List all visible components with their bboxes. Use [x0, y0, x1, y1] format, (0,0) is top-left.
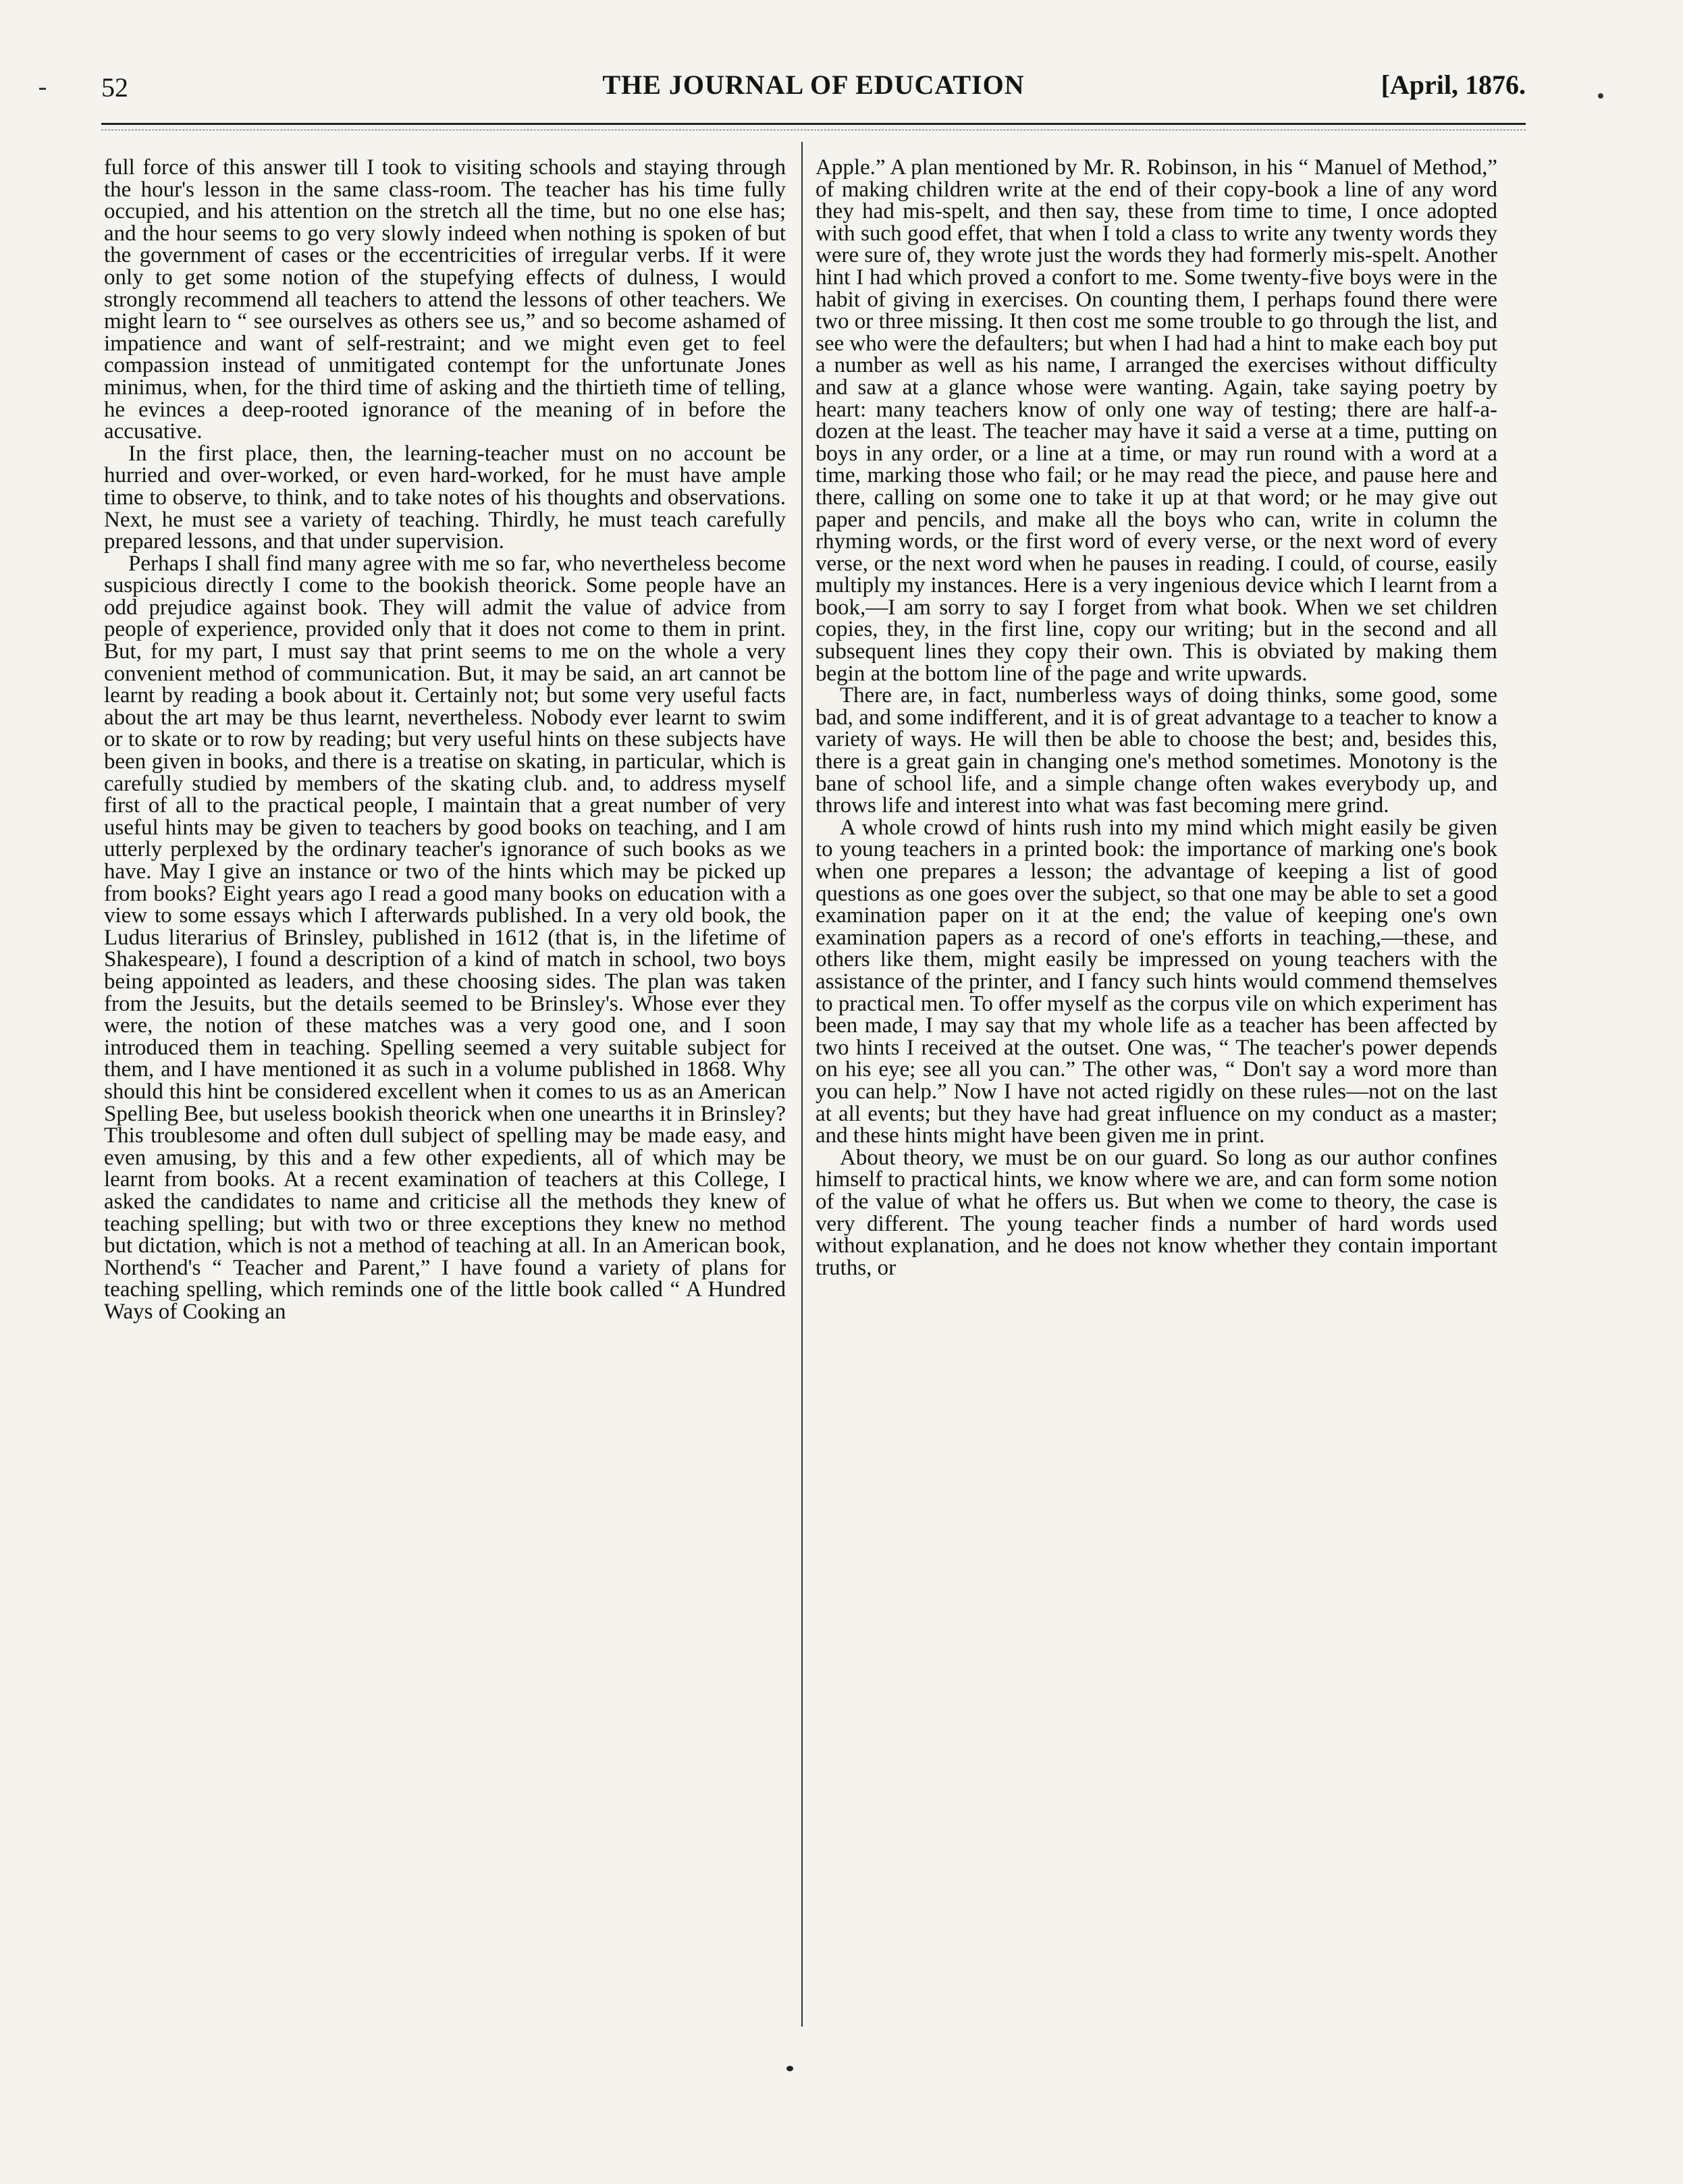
right-column — [816, 157, 1497, 2020]
journal-title: THE JOURNAL OF EDUCATION — [602, 70, 1025, 100]
paragraph: Perhaps I shall find many agree with me so far, who nevertheless become suspicious directly I come to the bookish theorick. Some people have an odd prejudice against book. They will admit the value of advice from people of experience, provided only that it does not come to them in print. But, for my part, I must say that print seems to me on the whole a very convenient method of communication. But, it may be said, an art cannot be learnt by reading a book about it. Certainly not; but some very useful facts about the art may be thus learnt, nevertheless. Nobody ever learnt to swim or to skate or to row by reading; but very useful hints on these subjects have been given in books, and there is a treatise on skating, in particular, which is carefully studied by members of the skating club. and, to address myself first of all to the practical people, I maintain that a great number of very useful hints may be given to teachers by good books on teaching, and I am utterly perplexed by the ordinary teacher's ignorance of such books as we have. May I give an instance or two of the hints which may be picked up from books? Eight years ago I read a good many books on education with a view to some essays which I afterwards published. In a very old book, the Ludus literarius of Brinsley, published in 1612 (that is, in the lifetime of Shakespeare), I found a description of a kind of match in school, two boys being appointed as leaders, and these choosing sides. The plan was taken from the Jesuits, but the details seemed to be Brinsley's. Whose ever they were, the notion of these matches was a very good one, and I soon introduced them in teaching. Spelling seemed a very suitable subject for them, and I have mentioned it as such in a volume published in 1868. Why should this hint be considered excellent when it comes to us as an American Spelling Bee, but useless bookish theorick when one unearths it in Brinsley? This troublesome and often dull subject of spelling may be made easy, and even amusing, by this and a few other expedients, all of which may be learnt from books. At a recent examination of teachers at this College, I asked the candidates to name and criticise all the methods they knew of teaching spelling; but with two or three exceptions they knew no method but dictation, which is not a method of teaching at all. In an American book, Northend's “ Teacher and Parent,” I have found a variety of plans for teaching spelling, which reminds one of the little book called “ A Hundred Ways of Cooking an — [104, 551, 786, 1324]
issue-date: [April, 1876. — [1381, 70, 1526, 100]
paragraph: full force of this answer till I took to visiting schools and staying through the hour's lesson in the same class-room. The teacher has his time fully occupied, and his attention on the stretch all the time, but no one else has; and the hour seems to go very slowly indeed when nothing is spoken of but the government of cases or the eccentricities of irregular verbs. If it were only to get some notion of the stupefying effects of dulness, I would strongly recommend all teachers to attend the lessons of other teachers. We might learn to “ see ourselves as others see us,” and so become ashamed of impatience and want of self-restraint; and we might even get to feel compassion instead of unmitigated contempt for the unfortunate Jones minimus, when, for the third time of asking and the thirtieth time of telling, he evinces a deep-rooted ignorance of the meaning of in before the accusative. — [104, 157, 786, 444]
paragraph: In the first place, then, the learning-teacher must on no account be hurried and over-worked, or even hard-worked, for he must have ample time to observe, to think, and to take notes of his thoughts and observations. Next, he must see a variety of teaching. Thirdly, he must teach carefully prepared lessons, and that under supervision. — [104, 441, 786, 554]
column-divider — [801, 142, 803, 2027]
page-number: 52 — [101, 72, 128, 103]
margin-dot — [1598, 93, 1603, 99]
margin-mark — [39, 88, 46, 90]
page-mark — [786, 2066, 793, 2071]
paragraph: Apple.” A plan mentioned by Mr. R. Robinson, in his “ Manuel of Method,” of making children write at the end of their copy-book a line of any word they had mis-spelt, and then say, these from time to time, I once adopted with such good effet, that when I told a class to write any twenty words they were sure of, they wrote just the words they had formerly mis-spelt. Another hint I had which proved a confort to me. Some twenty-five boys were in the habit of giving in exercises. On counting them, I perhaps found there were two or three missing. It then cost me some trouble to go through the list, and see who were the defaulters; but when I had had a hint to make each boy put a number as well as his name, I arranged the exercises without difficulty and saw at a glance whose were wanting. Again, take saying poetry by heart: many teachers know of only one way of testing; there are half-a-dozen at the least. The teacher may have it said a verse at a time, putting on boys in any order, or a line at a time, or may run round with a word at a time, marking those who fail; or he may read the piece, and pause here and there, calling on some one to take it up at that word; or he may give out paper and pencils, and make all the boys who can, write in column the rhyming words, or the first word of every verse, or the next word of every verse, or the next word when he pauses in reading. I could, of course, easily multiply my instances. Here is a very ingenious device which I learnt from a book,—I am sorry to say I forget from what book. When we set children copies, they, in the first line, copy our writing; but in the second and all subsequent lines they copy their own. This is obviated by making them begin at the bottom line of the page and write upwards. — [816, 157, 1497, 686]
paragraph: About theory, we must be on our guard. So long as our author confines himself to practical hints, we know where we are, and can form some notion of the value of what he offers us. But when we come to theory, the case is very different. The young teacher finds a number of hard words used without explanation, and he does not know whether they contain important truths, or — [816, 1145, 1497, 1280]
paragraph: There are, in fact, numberless ways of doing thinks, some good, some bad, and some indifferent, and it is of great advantage to a teacher to know a variety of ways. He will then be able to choose the best; and, besides this, there is a great gain in changing one's method sometimes. Monotony is the bane of school life, and a simple change often wakes everybody up, and throws life and interest into what was fast becoming mere grind. — [816, 683, 1497, 818]
left-column — [104, 157, 786, 2020]
header-rule — [101, 123, 1526, 125]
page-header — [101, 69, 1526, 109]
paragraph: A whole crowd of hints rush into my mind which might easily be given to young teachers in a printed book: the importance of marking one's book when one prepares a lesson; the advantage of keeping a list of good questions as one goes over the subject, so that one may be able to set a good examination paper on it at the end; the value of keeping one's own examination papers as a record of one's efforts in teaching,—these, and others like them, might easily be impressed on young teachers with the assistance of the printer, and I fancy such hints would commend themselves to practical men. To offer myself as the corpus vile on which experiment has been made, I may say that my whole life as a teacher has been affected by two hints I received at the outset. One was, “ The teacher's power depends on his eye; see all you can.” The other was, “ Don't say a word more than you can help.” Now I have not acted rigidly on these rules—not on the last at all events; but they have had great influence on my conduct as a master; and these hints might have been given me in print. — [816, 815, 1497, 1148]
